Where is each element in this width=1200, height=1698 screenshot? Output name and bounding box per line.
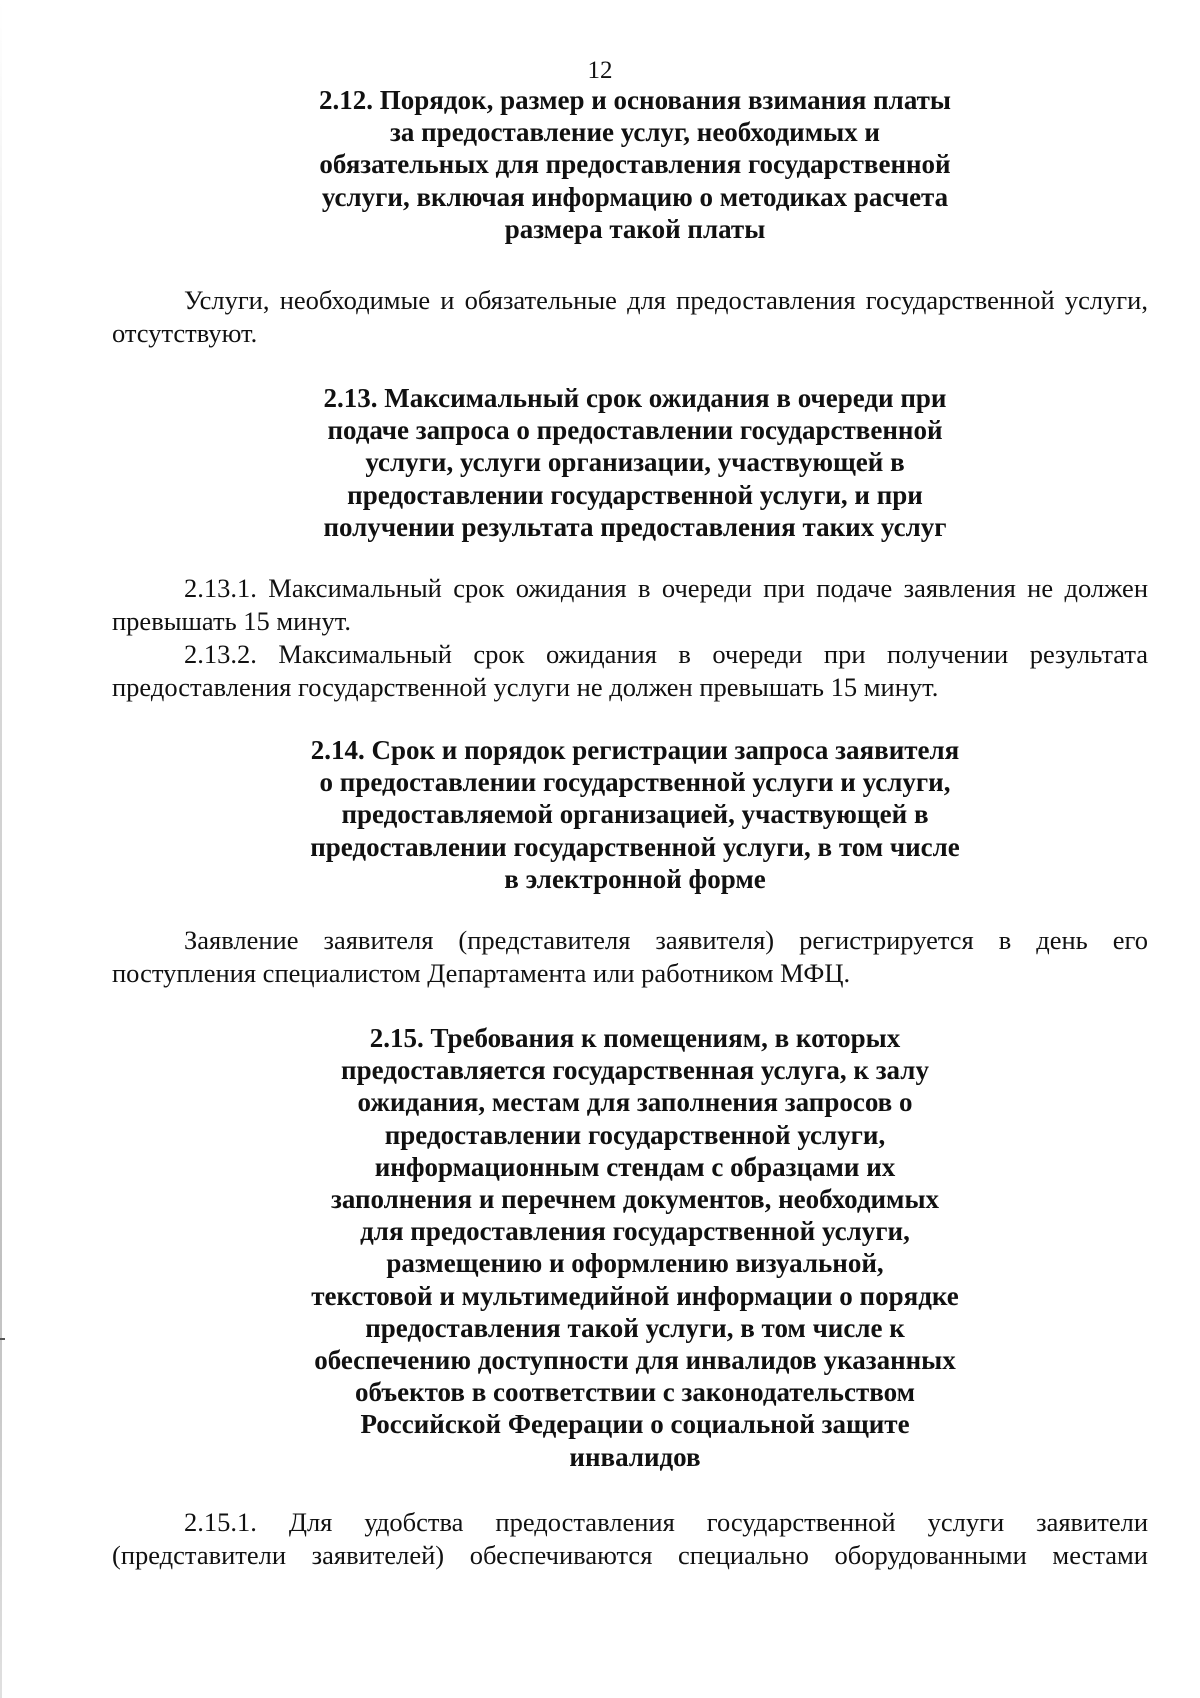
heading-line: объектов в соответствии с законодательством (355, 1377, 915, 1408)
section-2-13-1-paragraph (112, 572, 1148, 638)
heading-line: предоставления такой услуги, в том числе к (365, 1312, 905, 1343)
heading-line: о предоставлении государственной услуги и услуги, (319, 767, 951, 798)
heading-line: подаче запроса о предоставлении государственной (327, 415, 943, 446)
heading-line: обеспечению доступности для инвалидов указанных (314, 1345, 956, 1376)
heading-line: информационным стендам с образцами их (374, 1151, 896, 1182)
heading-line: текстовой и мультимедийной информации о порядке (311, 1280, 959, 1311)
heading-line: предоставлении государственной услуги, (384, 1119, 886, 1150)
heading-line: в электронной форме (504, 863, 766, 894)
paragraph-text: 2.15.1. Для удобства предоставления государственной услуги заявители (представители заявителей) обеспечиваются специально оборудованными местами (112, 1507, 1148, 1570)
heading-line: Российской Федерации о социальной защите (360, 1409, 910, 1440)
heading-line: услуги, услуги организации, участвующей в (365, 447, 905, 478)
heading-line: 2.12. Порядок, размер и основания взимания платы (319, 85, 951, 115)
heading-line: за предоставление услуг, необходимых и (390, 117, 880, 148)
scan-edge-mark (0, 1338, 5, 1340)
heading-line: заполнения и перечнем документов, необходимых (330, 1184, 940, 1215)
heading-line: предоставлении государственной услуги, и при (347, 479, 923, 510)
section-2-15-1-paragraph (112, 1506, 1148, 1572)
paragraph-text: 2.13.2. Максимальный срок ожидания в очереди при получении результата предоставления государственной услуги не должен превышать 15 минут. (112, 639, 1148, 702)
section-2-13-heading (200, 382, 1070, 543)
heading-line: предоставлении государственной услуги, в том числе (310, 831, 960, 862)
section-2-15-heading (200, 1022, 1070, 1473)
heading-line: предоставляется государственная услуга, к залу (341, 1055, 929, 1086)
heading-line: 2.15. Требования к помещениям, в которых (369, 1023, 901, 1053)
heading-line: услуги, включая информацию о методиках расчета (321, 181, 949, 212)
heading-line: размещению и оформлению визуальной, (386, 1248, 884, 1279)
paragraph-text: Услуги, необходимые и обязательные для предоставления государственной услуги, отсутствуют. (112, 285, 1148, 348)
section-2-14-paragraph (112, 924, 1148, 990)
section-2-13-2-paragraph (112, 638, 1148, 704)
heading-line: инвалидов (569, 1441, 701, 1472)
section-2-12-heading (200, 84, 1070, 245)
heading-line: обязательных для предоставления государственной (319, 149, 951, 180)
scan-edge-shadow (0, 0, 2, 1698)
heading-line: для предоставления государственной услуги, (360, 1216, 910, 1247)
heading-line: 2.13. Максимальный срок ожидания в очереди при (323, 383, 947, 413)
section-2-12-paragraph (112, 284, 1148, 350)
paragraph-text: 2.13.1. Максимальный срок ожидания в очереди при подаче заявления не должен превышать 15 минут. (112, 573, 1148, 636)
paragraph-text: Заявление заявителя (представителя заявителя) регистрируется в день его поступления специалистом Департамента или работником МФЦ. (112, 925, 1148, 988)
heading-line: получении результата предоставления таких услуг (323, 511, 947, 542)
heading-line: размера такой платы (504, 213, 766, 244)
page-number: 12 (587, 57, 613, 84)
section-2-14-heading (200, 734, 1070, 895)
heading-line: 2.14. Срок и порядок регистрации запроса заявителя (310, 735, 960, 765)
heading-line: предоставляемой организацией, участвующей в (341, 799, 929, 830)
heading-line: ожидания, местам для заполнения запросов о (357, 1087, 913, 1118)
